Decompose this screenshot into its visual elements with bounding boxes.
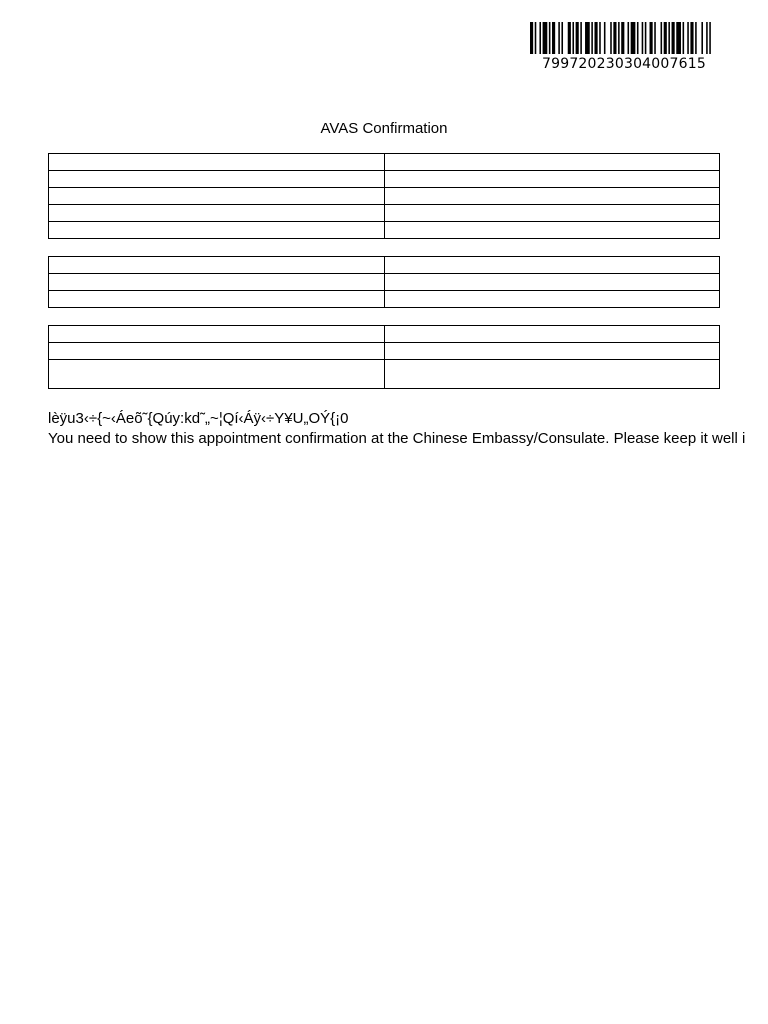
barcode-bar bbox=[591, 22, 593, 54]
barcode-bar bbox=[628, 22, 630, 54]
row-label bbox=[49, 257, 385, 274]
info-table-location bbox=[48, 325, 720, 389]
table-row bbox=[49, 222, 720, 239]
barcode-bar bbox=[552, 22, 555, 54]
barcode-bar bbox=[558, 22, 560, 54]
barcode-bar bbox=[610, 22, 612, 54]
barcode-bar bbox=[599, 22, 601, 54]
table-row bbox=[49, 360, 720, 389]
row-label bbox=[49, 360, 385, 389]
barcode-bar bbox=[604, 22, 606, 54]
row-value bbox=[385, 171, 720, 188]
row-value bbox=[385, 326, 720, 343]
row-label bbox=[49, 205, 385, 222]
row-label bbox=[49, 222, 385, 239]
barcode-bar bbox=[561, 22, 563, 54]
barcode-bar bbox=[642, 22, 644, 54]
row-label bbox=[49, 188, 385, 205]
barcode-bar bbox=[549, 22, 551, 54]
table-row bbox=[49, 343, 720, 360]
barcode-bar bbox=[572, 22, 574, 54]
barcode-bar bbox=[687, 22, 689, 54]
barcode-bars bbox=[530, 22, 714, 54]
row-label bbox=[49, 291, 385, 308]
table-row bbox=[49, 274, 720, 291]
barcode-bar bbox=[701, 22, 703, 54]
row-label bbox=[49, 154, 385, 171]
barcode-bar bbox=[631, 22, 636, 54]
barcode-bar bbox=[661, 22, 663, 54]
row-value bbox=[385, 274, 720, 291]
barcode-bar bbox=[690, 22, 693, 54]
barcode-bar bbox=[594, 22, 597, 54]
barcode-bar bbox=[585, 22, 590, 54]
row-value bbox=[385, 154, 720, 171]
barcode-bar bbox=[618, 22, 620, 54]
table-row bbox=[49, 205, 720, 222]
barcode-bar bbox=[530, 22, 533, 54]
barcode-bar bbox=[664, 22, 667, 54]
notice-garbled-text: lèÿu3‹÷{~‹Áeõ˜{Qúy:kd˜„~¦Qí‹Áÿ‹÷Y¥U„OÝ{¡0 bbox=[48, 410, 349, 427]
row-label bbox=[49, 274, 385, 291]
barcode-bar bbox=[613, 22, 616, 54]
table-row bbox=[49, 188, 720, 205]
info-table-appointment bbox=[48, 256, 720, 308]
barcode-bar bbox=[645, 22, 647, 54]
row-value bbox=[385, 360, 720, 389]
row-value bbox=[385, 343, 720, 360]
row-value bbox=[385, 205, 720, 222]
barcode-bar bbox=[637, 22, 639, 54]
table-row bbox=[49, 154, 720, 171]
barcode-bar bbox=[706, 22, 708, 54]
table-row bbox=[49, 326, 720, 343]
barcode-bar bbox=[709, 22, 711, 54]
row-label bbox=[49, 326, 385, 343]
barcode-bar bbox=[576, 22, 579, 54]
barcode bbox=[530, 22, 714, 54]
barcode-bar bbox=[543, 22, 548, 54]
barcode-bar bbox=[676, 22, 681, 54]
table-row bbox=[49, 171, 720, 188]
row-value bbox=[385, 188, 720, 205]
barcode-bar bbox=[683, 22, 685, 54]
barcode-number: 799720230304007615 bbox=[542, 56, 706, 72]
row-value bbox=[385, 222, 720, 239]
table-row bbox=[49, 257, 720, 274]
barcode-bar bbox=[654, 22, 656, 54]
info-table-applicant bbox=[48, 153, 720, 239]
row-label bbox=[49, 171, 385, 188]
barcode-bar bbox=[580, 22, 582, 54]
table-row bbox=[49, 291, 720, 308]
barcode-bar bbox=[668, 22, 670, 54]
row-value bbox=[385, 291, 720, 308]
barcode-bar bbox=[539, 22, 541, 54]
row-value bbox=[385, 257, 720, 274]
barcode-bar bbox=[621, 22, 624, 54]
document-title: AVAS Confirmation bbox=[320, 120, 448, 137]
barcode-bar bbox=[650, 22, 653, 54]
barcode-bar bbox=[568, 22, 571, 54]
barcode-bar bbox=[672, 22, 675, 54]
row-label bbox=[49, 343, 385, 360]
notice-text: You need to show this appointment confirmation at the Chinese Embassy/Consulate. Please keep it well i bbox=[48, 430, 746, 447]
barcode-bar bbox=[535, 22, 537, 54]
barcode-bar bbox=[695, 22, 697, 54]
